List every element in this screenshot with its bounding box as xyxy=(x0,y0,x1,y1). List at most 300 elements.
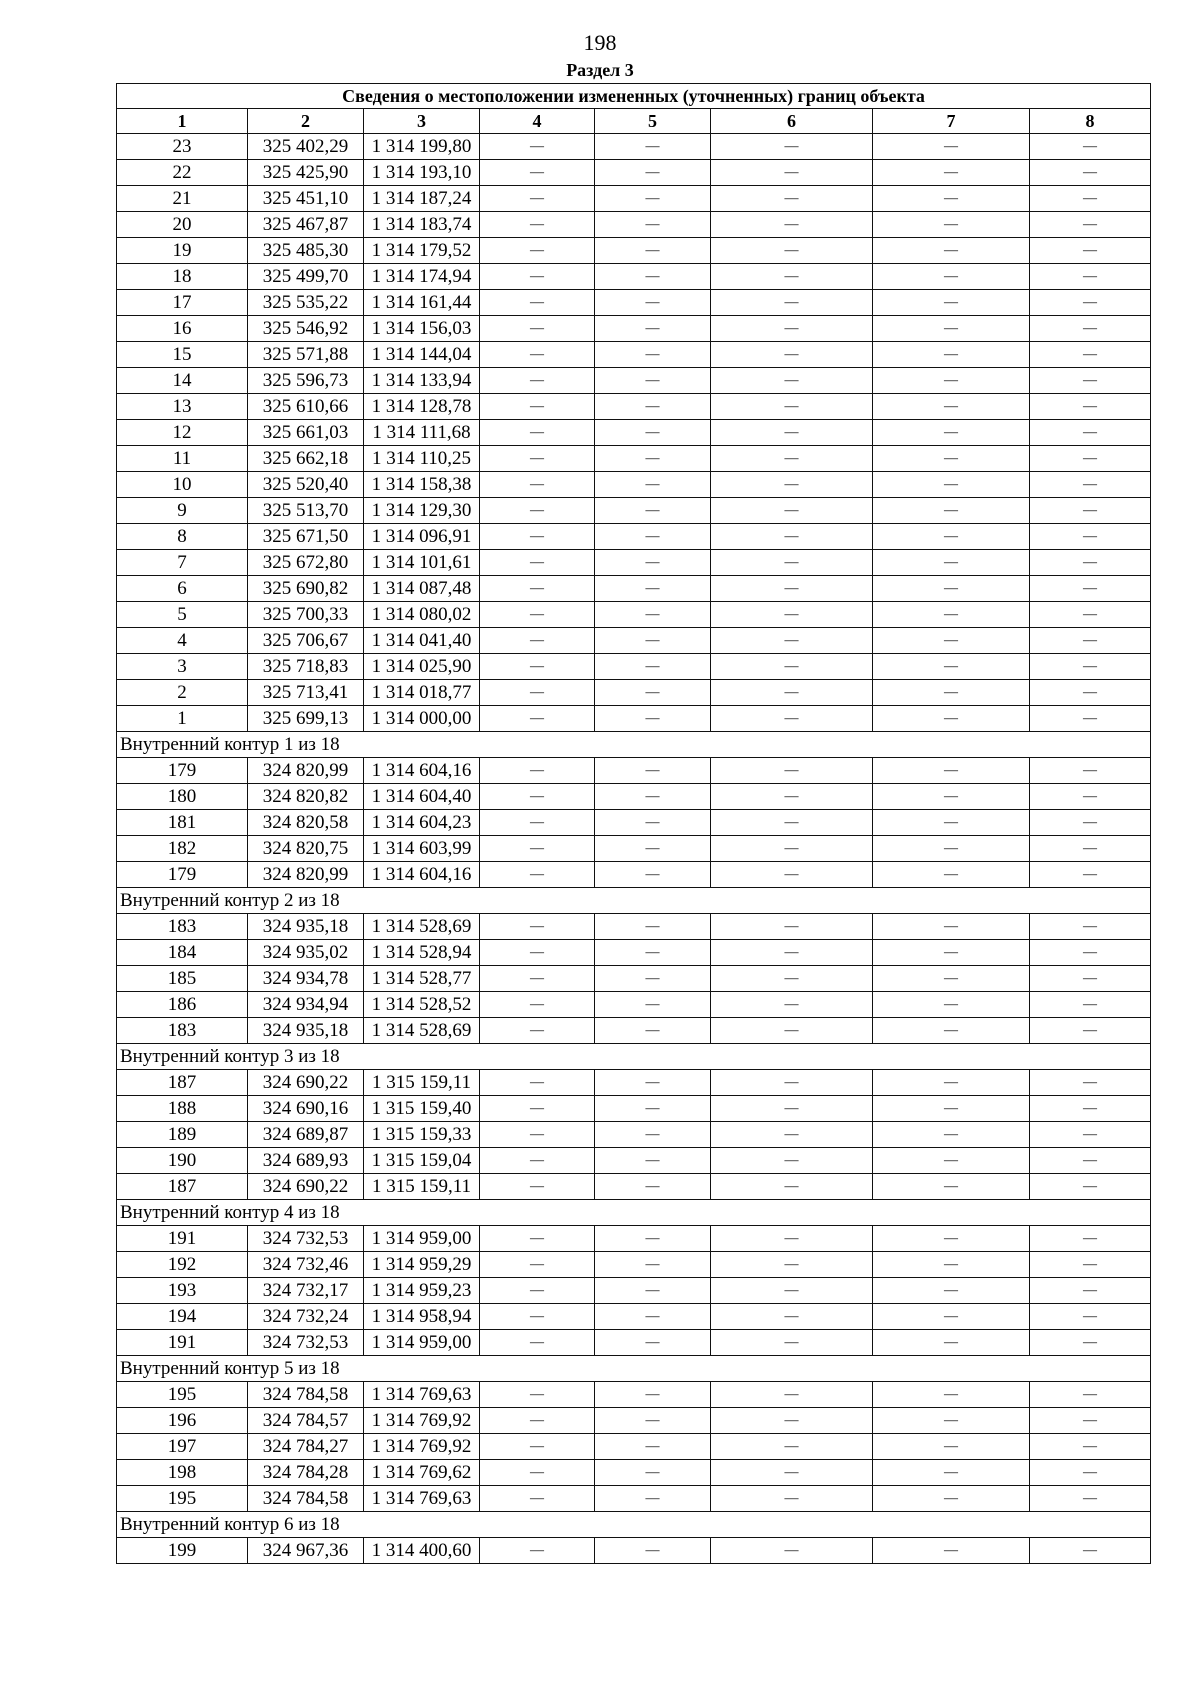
point-number-cell: 10 xyxy=(117,472,248,498)
point-number-cell: 197 xyxy=(117,1434,248,1460)
empty-dash-cell: — xyxy=(480,550,595,576)
x-coordinate-cell: 324 820,58 xyxy=(248,810,364,836)
y-coordinate-cell: 1 315 159,11 xyxy=(364,1174,480,1200)
empty-dash-cell: — xyxy=(1030,420,1151,446)
x-coordinate-cell: 325 546,92 xyxy=(248,316,364,342)
table-row xyxy=(117,1174,1151,1200)
empty-dash-cell: — xyxy=(480,524,595,550)
empty-dash-cell: — xyxy=(595,966,711,992)
table-row xyxy=(117,1538,1151,1564)
x-coordinate-cell: 325 513,70 xyxy=(248,498,364,524)
y-coordinate-cell: 1 314 528,69 xyxy=(364,914,480,940)
empty-dash-cell: — xyxy=(595,186,711,212)
y-coordinate-cell: 1 314 528,69 xyxy=(364,1018,480,1044)
empty-dash-cell: — xyxy=(1030,1278,1151,1304)
table-row xyxy=(117,1148,1151,1174)
x-coordinate-cell: 325 571,88 xyxy=(248,342,364,368)
table-row xyxy=(117,342,1151,368)
table-row xyxy=(117,992,1151,1018)
empty-dash-cell: — xyxy=(480,160,595,186)
table-row xyxy=(117,862,1151,888)
y-coordinate-cell: 1 314 041,40 xyxy=(364,628,480,654)
empty-dash-cell: — xyxy=(480,238,595,264)
empty-dash-cell: — xyxy=(1030,1096,1151,1122)
empty-dash-cell: — xyxy=(1030,472,1151,498)
y-coordinate-cell: 1 314 101,61 xyxy=(364,550,480,576)
x-coordinate-cell: 325 467,87 xyxy=(248,212,364,238)
x-coordinate-cell: 324 935,18 xyxy=(248,1018,364,1044)
x-coordinate-cell: 324 732,24 xyxy=(248,1304,364,1330)
empty-dash-cell: — xyxy=(1030,1382,1151,1408)
y-coordinate-cell: 1 314 096,91 xyxy=(364,524,480,550)
table-row xyxy=(117,290,1151,316)
y-coordinate-cell: 1 314 129,30 xyxy=(364,498,480,524)
empty-dash-cell: — xyxy=(873,914,1030,940)
y-coordinate-cell: 1 314 604,23 xyxy=(364,810,480,836)
empty-dash-cell: — xyxy=(480,472,595,498)
column-header: 4 xyxy=(480,109,595,134)
column-header: 6 xyxy=(711,109,873,134)
table-row xyxy=(117,472,1151,498)
table-row xyxy=(117,1408,1151,1434)
empty-dash-cell: — xyxy=(873,212,1030,238)
empty-dash-cell: — xyxy=(711,212,873,238)
empty-dash-cell: — xyxy=(873,238,1030,264)
empty-dash-cell: — xyxy=(1030,758,1151,784)
empty-dash-cell: — xyxy=(873,160,1030,186)
x-coordinate-cell: 325 610,66 xyxy=(248,394,364,420)
y-coordinate-cell: 1 314 174,94 xyxy=(364,264,480,290)
y-coordinate-cell: 1 314 193,10 xyxy=(364,160,480,186)
point-number-cell: 15 xyxy=(117,342,248,368)
point-number-cell: 13 xyxy=(117,394,248,420)
empty-dash-cell: — xyxy=(873,472,1030,498)
point-number-cell: 185 xyxy=(117,966,248,992)
empty-dash-cell: — xyxy=(480,1070,595,1096)
column-header: 3 xyxy=(364,109,480,134)
column-header: 5 xyxy=(595,109,711,134)
point-number-cell: 195 xyxy=(117,1486,248,1512)
point-number-cell: 189 xyxy=(117,1122,248,1148)
y-coordinate-cell: 1 314 959,29 xyxy=(364,1252,480,1278)
x-coordinate-cell: 324 934,78 xyxy=(248,966,364,992)
empty-dash-cell: — xyxy=(711,1304,873,1330)
table-row xyxy=(117,160,1151,186)
point-number-cell: 17 xyxy=(117,290,248,316)
empty-dash-cell: — xyxy=(1030,810,1151,836)
empty-dash-cell: — xyxy=(595,1278,711,1304)
empty-dash-cell: — xyxy=(1030,1070,1151,1096)
y-coordinate-cell: 1 314 769,62 xyxy=(364,1460,480,1486)
table-row xyxy=(117,1096,1151,1122)
empty-dash-cell: — xyxy=(873,1382,1030,1408)
empty-dash-cell: — xyxy=(480,446,595,472)
empty-dash-cell: — xyxy=(1030,1174,1151,1200)
empty-dash-cell: — xyxy=(480,654,595,680)
x-coordinate-cell: 325 535,22 xyxy=(248,290,364,316)
y-coordinate-cell: 1 314 603,99 xyxy=(364,836,480,862)
empty-dash-cell: — xyxy=(595,420,711,446)
x-coordinate-cell: 324 784,58 xyxy=(248,1382,364,1408)
empty-dash-cell: — xyxy=(595,654,711,680)
empty-dash-cell: — xyxy=(1030,1304,1151,1330)
empty-dash-cell: — xyxy=(1030,992,1151,1018)
empty-dash-cell: — xyxy=(711,628,873,654)
section-title: Раздел 3 xyxy=(566,60,634,80)
x-coordinate-cell: 324 784,58 xyxy=(248,1486,364,1512)
y-coordinate-cell: 1 314 187,24 xyxy=(364,186,480,212)
empty-dash-cell: — xyxy=(711,1018,873,1044)
empty-dash-cell: — xyxy=(480,862,595,888)
empty-dash-cell: — xyxy=(480,1434,595,1460)
point-number-cell: 181 xyxy=(117,810,248,836)
empty-dash-cell: — xyxy=(1030,1122,1151,1148)
empty-dash-cell: — xyxy=(1030,602,1151,628)
empty-dash-cell: — xyxy=(480,316,595,342)
empty-dash-cell: — xyxy=(711,186,873,212)
empty-dash-cell: — xyxy=(1030,212,1151,238)
table-row xyxy=(117,1304,1151,1330)
table-row xyxy=(117,758,1151,784)
empty-dash-cell: — xyxy=(480,342,595,368)
empty-dash-cell: — xyxy=(480,1174,595,1200)
point-number-cell: 20 xyxy=(117,212,248,238)
empty-dash-cell: — xyxy=(480,1408,595,1434)
y-coordinate-cell: 1 314 018,77 xyxy=(364,680,480,706)
x-coordinate-cell: 324 784,57 xyxy=(248,1408,364,1434)
contour-label: Внутренний контур 2 из 18 xyxy=(117,888,1151,914)
empty-dash-cell: — xyxy=(711,758,873,784)
y-coordinate-cell: 1 314 528,52 xyxy=(364,992,480,1018)
empty-dash-cell: — xyxy=(873,1174,1030,1200)
x-coordinate-cell: 324 784,28 xyxy=(248,1460,364,1486)
x-coordinate-cell: 324 820,99 xyxy=(248,758,364,784)
x-coordinate-cell: 324 689,87 xyxy=(248,1122,364,1148)
point-number-cell: 192 xyxy=(117,1252,248,1278)
x-coordinate-cell: 325 671,50 xyxy=(248,524,364,550)
y-coordinate-cell: 1 314 025,90 xyxy=(364,654,480,680)
empty-dash-cell: — xyxy=(1030,784,1151,810)
empty-dash-cell: — xyxy=(873,706,1030,732)
empty-dash-cell: — xyxy=(595,1148,711,1174)
empty-dash-cell: — xyxy=(711,134,873,160)
point-number-cell: 12 xyxy=(117,420,248,446)
table-row xyxy=(117,1070,1151,1096)
empty-dash-cell: — xyxy=(873,1538,1030,1564)
table-row xyxy=(117,576,1151,602)
empty-dash-cell: — xyxy=(873,758,1030,784)
y-coordinate-cell: 1 314 400,60 xyxy=(364,1538,480,1564)
empty-dash-cell: — xyxy=(1030,368,1151,394)
point-number-cell: 183 xyxy=(117,1018,248,1044)
point-number-cell: 180 xyxy=(117,784,248,810)
empty-dash-cell: — xyxy=(595,160,711,186)
empty-dash-cell: — xyxy=(1030,238,1151,264)
empty-dash-cell: — xyxy=(595,602,711,628)
x-coordinate-cell: 325 451,10 xyxy=(248,186,364,212)
empty-dash-cell: — xyxy=(480,706,595,732)
table-row xyxy=(117,1434,1151,1460)
empty-dash-cell: — xyxy=(711,342,873,368)
y-coordinate-cell: 1 314 769,63 xyxy=(364,1486,480,1512)
empty-dash-cell: — xyxy=(595,680,711,706)
empty-dash-cell: — xyxy=(480,836,595,862)
empty-dash-cell: — xyxy=(1030,1252,1151,1278)
page-number: 198 xyxy=(583,30,617,55)
empty-dash-cell: — xyxy=(873,394,1030,420)
contour-label: Внутренний контур 5 из 18 xyxy=(117,1356,1151,1382)
y-coordinate-cell: 1 314 183,74 xyxy=(364,212,480,238)
x-coordinate-cell: 325 690,82 xyxy=(248,576,364,602)
empty-dash-cell: — xyxy=(480,914,595,940)
point-number-cell: 8 xyxy=(117,524,248,550)
empty-dash-cell: — xyxy=(873,1070,1030,1096)
y-coordinate-cell: 1 314 959,00 xyxy=(364,1330,480,1356)
x-coordinate-cell: 324 820,75 xyxy=(248,836,364,862)
point-number-cell: 14 xyxy=(117,368,248,394)
empty-dash-cell: — xyxy=(711,1252,873,1278)
y-coordinate-cell: 1 314 958,94 xyxy=(364,1304,480,1330)
empty-dash-cell: — xyxy=(480,758,595,784)
table-row xyxy=(117,1122,1151,1148)
empty-dash-cell: — xyxy=(711,1174,873,1200)
table-row xyxy=(117,316,1151,342)
empty-dash-cell: — xyxy=(711,1148,873,1174)
table-row xyxy=(117,1330,1151,1356)
empty-dash-cell: — xyxy=(873,784,1030,810)
empty-dash-cell: — xyxy=(711,472,873,498)
empty-dash-cell: — xyxy=(711,576,873,602)
empty-dash-cell: — xyxy=(595,524,711,550)
empty-dash-cell: — xyxy=(873,1486,1030,1512)
table-row xyxy=(117,446,1151,472)
x-coordinate-cell: 324 732,53 xyxy=(248,1226,364,1252)
empty-dash-cell: — xyxy=(595,212,711,238)
y-coordinate-cell: 1 314 769,63 xyxy=(364,1382,480,1408)
x-coordinate-cell: 325 700,33 xyxy=(248,602,364,628)
empty-dash-cell: — xyxy=(480,810,595,836)
y-coordinate-cell: 1 314 000,00 xyxy=(364,706,480,732)
empty-dash-cell: — xyxy=(595,1486,711,1512)
empty-dash-cell: — xyxy=(480,420,595,446)
empty-dash-cell: — xyxy=(1030,498,1151,524)
empty-dash-cell: — xyxy=(711,1070,873,1096)
empty-dash-cell: — xyxy=(873,602,1030,628)
empty-dash-cell: — xyxy=(480,1304,595,1330)
x-coordinate-cell: 324 689,93 xyxy=(248,1148,364,1174)
empty-dash-cell: — xyxy=(711,1460,873,1486)
empty-dash-cell: — xyxy=(711,160,873,186)
empty-dash-cell: — xyxy=(480,940,595,966)
empty-dash-cell: — xyxy=(873,966,1030,992)
y-coordinate-cell: 1 315 159,11 xyxy=(364,1070,480,1096)
point-number-cell: 193 xyxy=(117,1278,248,1304)
point-number-cell: 182 xyxy=(117,836,248,862)
empty-dash-cell: — xyxy=(873,1408,1030,1434)
empty-dash-cell: — xyxy=(1030,342,1151,368)
empty-dash-cell: — xyxy=(480,212,595,238)
table-title-row xyxy=(117,84,1151,109)
table-row xyxy=(117,1018,1151,1044)
empty-dash-cell: — xyxy=(1030,680,1151,706)
contour-section-row xyxy=(117,1356,1151,1382)
empty-dash-cell: — xyxy=(1030,1434,1151,1460)
y-coordinate-cell: 1 314 161,44 xyxy=(364,290,480,316)
column-header: 1 xyxy=(117,109,248,134)
empty-dash-cell: — xyxy=(1030,654,1151,680)
empty-dash-cell: — xyxy=(480,186,595,212)
empty-dash-cell: — xyxy=(1030,1148,1151,1174)
empty-dash-cell: — xyxy=(1030,1018,1151,1044)
empty-dash-cell: — xyxy=(873,576,1030,602)
table-row xyxy=(117,1226,1151,1252)
empty-dash-cell: — xyxy=(873,342,1030,368)
empty-dash-cell: — xyxy=(595,264,711,290)
empty-dash-cell: — xyxy=(711,524,873,550)
table-row xyxy=(117,940,1151,966)
x-coordinate-cell: 325 662,18 xyxy=(248,446,364,472)
empty-dash-cell: — xyxy=(1030,862,1151,888)
empty-dash-cell: — xyxy=(1030,186,1151,212)
table-row xyxy=(117,134,1151,160)
empty-dash-cell: — xyxy=(711,1408,873,1434)
empty-dash-cell: — xyxy=(873,550,1030,576)
point-number-cell: 21 xyxy=(117,186,248,212)
y-coordinate-cell: 1 314 959,23 xyxy=(364,1278,480,1304)
empty-dash-cell: — xyxy=(1030,524,1151,550)
y-coordinate-cell: 1 314 769,92 xyxy=(364,1434,480,1460)
contour-section-row xyxy=(117,732,1151,758)
contour-label: Внутренний контур 6 из 18 xyxy=(117,1512,1151,1538)
empty-dash-cell: — xyxy=(595,1174,711,1200)
empty-dash-cell: — xyxy=(480,1148,595,1174)
contour-label: Внутренний контур 3 из 18 xyxy=(117,1044,1151,1070)
y-coordinate-cell: 1 314 769,92 xyxy=(364,1408,480,1434)
contour-label: Внутренний контур 1 из 18 xyxy=(117,732,1151,758)
point-number-cell: 3 xyxy=(117,654,248,680)
empty-dash-cell: — xyxy=(873,1460,1030,1486)
empty-dash-cell: — xyxy=(595,576,711,602)
column-header: 7 xyxy=(873,109,1030,134)
table-row xyxy=(117,498,1151,524)
empty-dash-cell: — xyxy=(873,1434,1030,1460)
empty-dash-cell: — xyxy=(595,784,711,810)
contour-label: Внутренний контур 4 из 18 xyxy=(117,1200,1151,1226)
x-coordinate-cell: 324 820,99 xyxy=(248,862,364,888)
empty-dash-cell: — xyxy=(711,238,873,264)
point-number-cell: 23 xyxy=(117,134,248,160)
empty-dash-cell: — xyxy=(873,290,1030,316)
empty-dash-cell: — xyxy=(711,992,873,1018)
contour-section-row xyxy=(117,1200,1151,1226)
contour-section-row xyxy=(117,1512,1151,1538)
point-number-cell: 184 xyxy=(117,940,248,966)
empty-dash-cell: — xyxy=(1030,394,1151,420)
empty-dash-cell: — xyxy=(873,940,1030,966)
table-title: Сведения о местоположении измененных (уточненных) границ объекта xyxy=(117,84,1151,109)
y-coordinate-cell: 1 315 159,04 xyxy=(364,1148,480,1174)
x-coordinate-cell: 325 699,13 xyxy=(248,706,364,732)
empty-dash-cell: — xyxy=(873,1096,1030,1122)
empty-dash-cell: — xyxy=(480,1122,595,1148)
column-header: 2 xyxy=(248,109,364,134)
y-coordinate-cell: 1 314 087,48 xyxy=(364,576,480,602)
empty-dash-cell: — xyxy=(1030,160,1151,186)
boundary-coordinates-table xyxy=(116,83,1151,1564)
point-number-cell: 187 xyxy=(117,1174,248,1200)
table-row xyxy=(117,1382,1151,1408)
empty-dash-cell: — xyxy=(873,1018,1030,1044)
empty-dash-cell: — xyxy=(480,498,595,524)
y-coordinate-cell: 1 315 159,33 xyxy=(364,1122,480,1148)
empty-dash-cell: — xyxy=(595,342,711,368)
x-coordinate-cell: 325 718,83 xyxy=(248,654,364,680)
empty-dash-cell: — xyxy=(595,1460,711,1486)
empty-dash-cell: — xyxy=(595,290,711,316)
x-coordinate-cell: 324 732,46 xyxy=(248,1252,364,1278)
y-coordinate-cell: 1 314 144,04 xyxy=(364,342,480,368)
empty-dash-cell: — xyxy=(480,628,595,654)
empty-dash-cell: — xyxy=(595,1070,711,1096)
empty-dash-cell: — xyxy=(595,1226,711,1252)
empty-dash-cell: — xyxy=(711,420,873,446)
empty-dash-cell: — xyxy=(873,134,1030,160)
point-number-cell: 7 xyxy=(117,550,248,576)
empty-dash-cell: — xyxy=(873,862,1030,888)
point-number-cell: 194 xyxy=(117,1304,248,1330)
x-coordinate-cell: 324 784,27 xyxy=(248,1434,364,1460)
point-number-cell: 1 xyxy=(117,706,248,732)
empty-dash-cell: — xyxy=(595,238,711,264)
empty-dash-cell: — xyxy=(480,264,595,290)
table-row xyxy=(117,394,1151,420)
y-coordinate-cell: 1 314 158,38 xyxy=(364,472,480,498)
contour-section-row xyxy=(117,1044,1151,1070)
empty-dash-cell: — xyxy=(480,1252,595,1278)
empty-dash-cell: — xyxy=(873,420,1030,446)
empty-dash-cell: — xyxy=(711,836,873,862)
empty-dash-cell: — xyxy=(595,862,711,888)
y-coordinate-cell: 1 314 128,78 xyxy=(364,394,480,420)
table-row xyxy=(117,602,1151,628)
empty-dash-cell: — xyxy=(711,966,873,992)
empty-dash-cell: — xyxy=(480,1018,595,1044)
empty-dash-cell: — xyxy=(595,1382,711,1408)
empty-dash-cell: — xyxy=(711,316,873,342)
table-row xyxy=(117,1486,1151,1512)
empty-dash-cell: — xyxy=(480,1330,595,1356)
empty-dash-cell: — xyxy=(873,810,1030,836)
empty-dash-cell: — xyxy=(1030,134,1151,160)
table-row xyxy=(117,680,1151,706)
empty-dash-cell: — xyxy=(595,1434,711,1460)
y-coordinate-cell: 1 314 199,80 xyxy=(364,134,480,160)
y-coordinate-cell: 1 314 604,16 xyxy=(364,758,480,784)
point-number-cell: 11 xyxy=(117,446,248,472)
empty-dash-cell: — xyxy=(1030,940,1151,966)
y-coordinate-cell: 1 314 959,00 xyxy=(364,1226,480,1252)
empty-dash-cell: — xyxy=(1030,836,1151,862)
x-coordinate-cell: 324 967,36 xyxy=(248,1538,364,1564)
empty-dash-cell: — xyxy=(873,680,1030,706)
point-number-cell: 9 xyxy=(117,498,248,524)
table-row xyxy=(117,706,1151,732)
empty-dash-cell: — xyxy=(595,1538,711,1564)
empty-dash-cell: — xyxy=(595,316,711,342)
empty-dash-cell: — xyxy=(711,1226,873,1252)
x-coordinate-cell: 325 672,80 xyxy=(248,550,364,576)
point-number-cell: 179 xyxy=(117,758,248,784)
